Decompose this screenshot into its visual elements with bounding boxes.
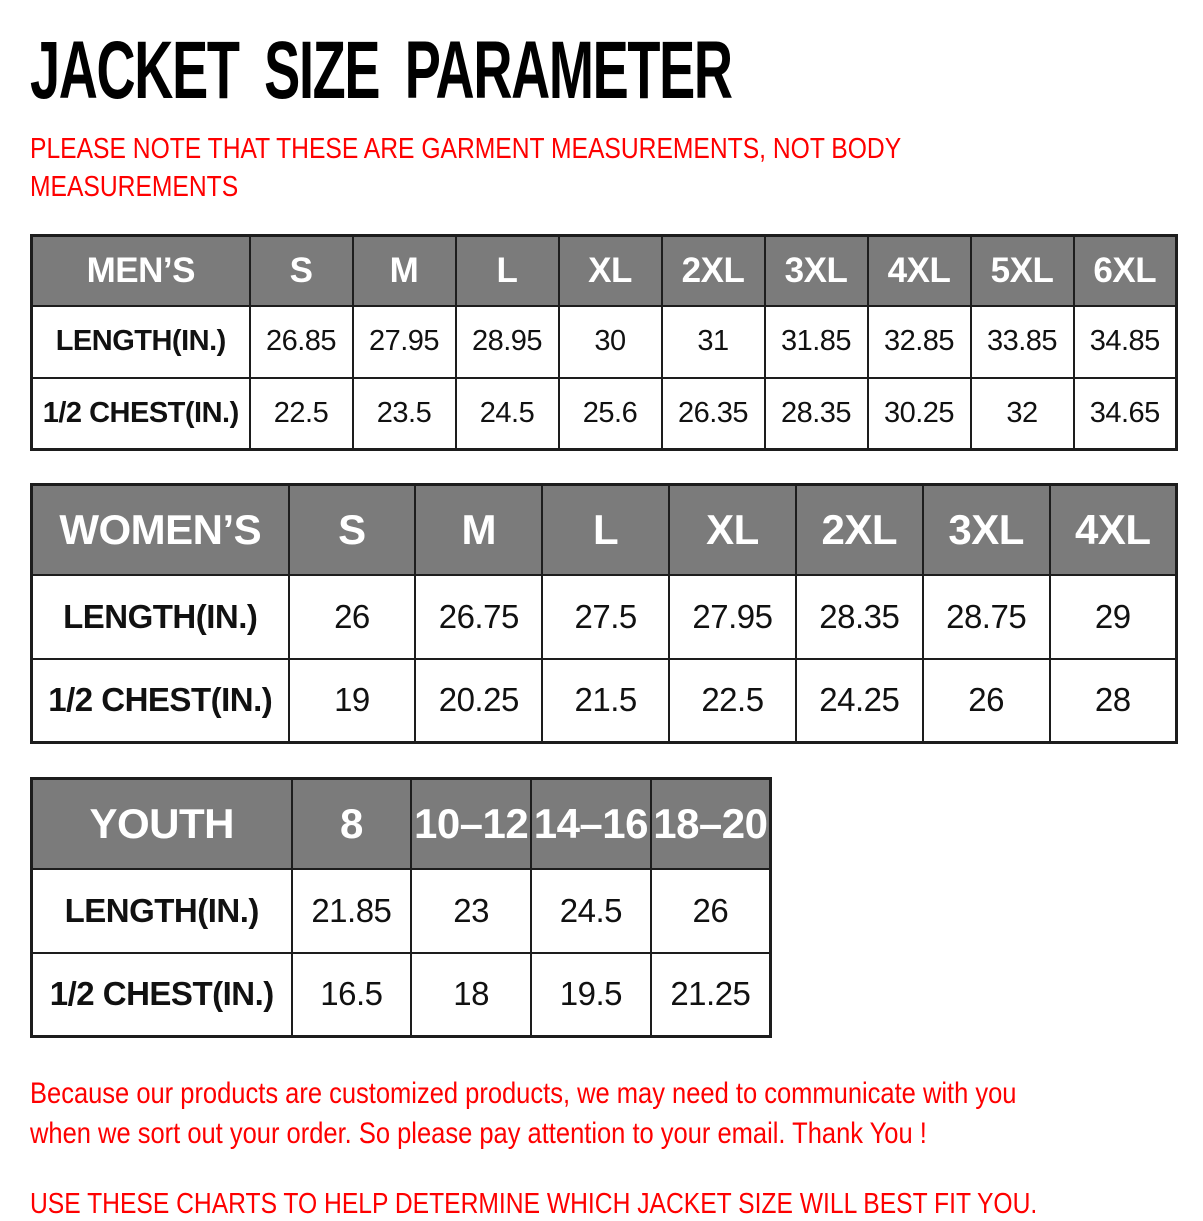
- value-cell: 20.25: [415, 659, 542, 743]
- value-cell: 26: [289, 575, 416, 659]
- youth-size-table: [30, 777, 1200, 1038]
- value-cell: 26.35: [662, 378, 765, 450]
- size-header-cell: S: [289, 485, 416, 575]
- size-header-cell: L: [542, 485, 669, 575]
- customized-products-note: [30, 1074, 1203, 1154]
- chart-usage-advice: USE THESE CHARTS TO HELP DETERMINE WHICH JACKET SIZE WILL BEST FIT YOU.: [30, 1188, 1038, 1220]
- value-cell: 26.85: [250, 306, 353, 378]
- row-label-cell: LENGTH(IN.): [32, 306, 250, 378]
- value-cell: 32: [971, 378, 1074, 450]
- size-header-cell: 6XL: [1074, 236, 1177, 306]
- womens-size-table: [30, 483, 1200, 744]
- value-cell: 27.95: [669, 575, 796, 659]
- value-cell: 30: [559, 306, 662, 378]
- page-title: JACKET SIZE PARAMETER: [30, 25, 732, 116]
- table-title-cell: WOMEN’S: [32, 485, 289, 575]
- value-cell: 34.85: [1074, 306, 1177, 378]
- size-header-cell: 18–20: [651, 779, 771, 869]
- value-cell: 28.75: [923, 575, 1050, 659]
- table-title-cell: YOUTH: [32, 779, 292, 869]
- value-cell: 19: [289, 659, 416, 743]
- table-title-cell: MEN’S: [32, 236, 250, 306]
- row-label-cell: LENGTH(IN.): [32, 869, 292, 953]
- table-row: [32, 659, 1177, 743]
- value-cell: 27.95: [353, 306, 456, 378]
- table-row: [32, 953, 771, 1037]
- mens-size-table: [30, 234, 1178, 451]
- value-cell: 26: [923, 659, 1050, 743]
- size-header-cell: M: [415, 485, 542, 575]
- value-cell: 28.35: [796, 575, 923, 659]
- value-cell: 21.85: [292, 869, 412, 953]
- size-header-cell: 3XL: [765, 236, 868, 306]
- garment-measurement-note: [30, 130, 1203, 206]
- size-header-cell: S: [250, 236, 353, 306]
- value-cell: 27.5: [542, 575, 669, 659]
- value-cell: 22.5: [250, 378, 353, 450]
- value-cell: 19.5: [531, 953, 651, 1037]
- value-cell: 28.95: [456, 306, 559, 378]
- note-line: PLEASE NOTE THAT THESE ARE GARMENT MEASUREMENTS, NOT BODY: [30, 133, 902, 165]
- footer-note-line: when we sort out your order. So please pay attention to your email. Thank You !: [30, 1117, 927, 1150]
- size-header-cell: 3XL: [923, 485, 1050, 575]
- size-header-cell: L: [456, 236, 559, 306]
- header-row: [32, 236, 1177, 306]
- table-row: [32, 575, 1177, 659]
- size-header-cell: 8: [292, 779, 412, 869]
- value-cell: 18: [411, 953, 531, 1037]
- size-header-cell: XL: [559, 236, 662, 306]
- value-cell: 24.25: [796, 659, 923, 743]
- row-label-cell: 1/2 CHEST(IN.): [32, 953, 292, 1037]
- value-cell: 34.65: [1074, 378, 1177, 450]
- size-header-cell: 4XL: [868, 236, 971, 306]
- size-header-cell: 2XL: [662, 236, 765, 306]
- value-cell: 21.25: [651, 953, 771, 1037]
- size-header-cell: 10–12: [411, 779, 531, 869]
- womens-size-table: [30, 483, 1178, 744]
- size-header-cell: 4XL: [1050, 485, 1177, 575]
- value-cell: 32.85: [868, 306, 971, 378]
- value-cell: 31.85: [765, 306, 868, 378]
- note-line: MEASUREMENTS: [30, 171, 239, 203]
- value-cell: 21.5: [542, 659, 669, 743]
- mens-size-table: [30, 234, 1200, 451]
- footer-note-line: Because our products are customized products, we may need to communicate with you: [30, 1077, 1017, 1110]
- size-header-cell: XL: [669, 485, 796, 575]
- size-header-cell: 2XL: [796, 485, 923, 575]
- value-cell: 16.5: [292, 953, 412, 1037]
- value-cell: 24.5: [456, 378, 559, 450]
- youth-size-table: [30, 777, 772, 1038]
- table-row: [32, 306, 1177, 378]
- table-row: [32, 869, 771, 953]
- value-cell: 24.5: [531, 869, 651, 953]
- size-header-cell: 5XL: [971, 236, 1074, 306]
- header-row: [32, 779, 771, 869]
- value-cell: 30.25: [868, 378, 971, 450]
- value-cell: 22.5: [669, 659, 796, 743]
- value-cell: 26: [651, 869, 771, 953]
- value-cell: 28.35: [765, 378, 868, 450]
- value-cell: 29: [1050, 575, 1177, 659]
- size-header-cell: M: [353, 236, 456, 306]
- row-label-cell: 1/2 CHEST(IN.): [32, 378, 250, 450]
- row-label-cell: LENGTH(IN.): [32, 575, 289, 659]
- table-row: [32, 378, 1177, 450]
- size-header-cell: 14–16: [531, 779, 651, 869]
- value-cell: 28: [1050, 659, 1177, 743]
- header-row: [32, 485, 1177, 575]
- value-cell: 33.85: [971, 306, 1074, 378]
- value-cell: 26.75: [415, 575, 542, 659]
- value-cell: 23.5: [353, 378, 456, 450]
- value-cell: 23: [411, 869, 531, 953]
- value-cell: 31: [662, 306, 765, 378]
- value-cell: 25.6: [559, 378, 662, 450]
- row-label-cell: 1/2 CHEST(IN.): [32, 659, 289, 743]
